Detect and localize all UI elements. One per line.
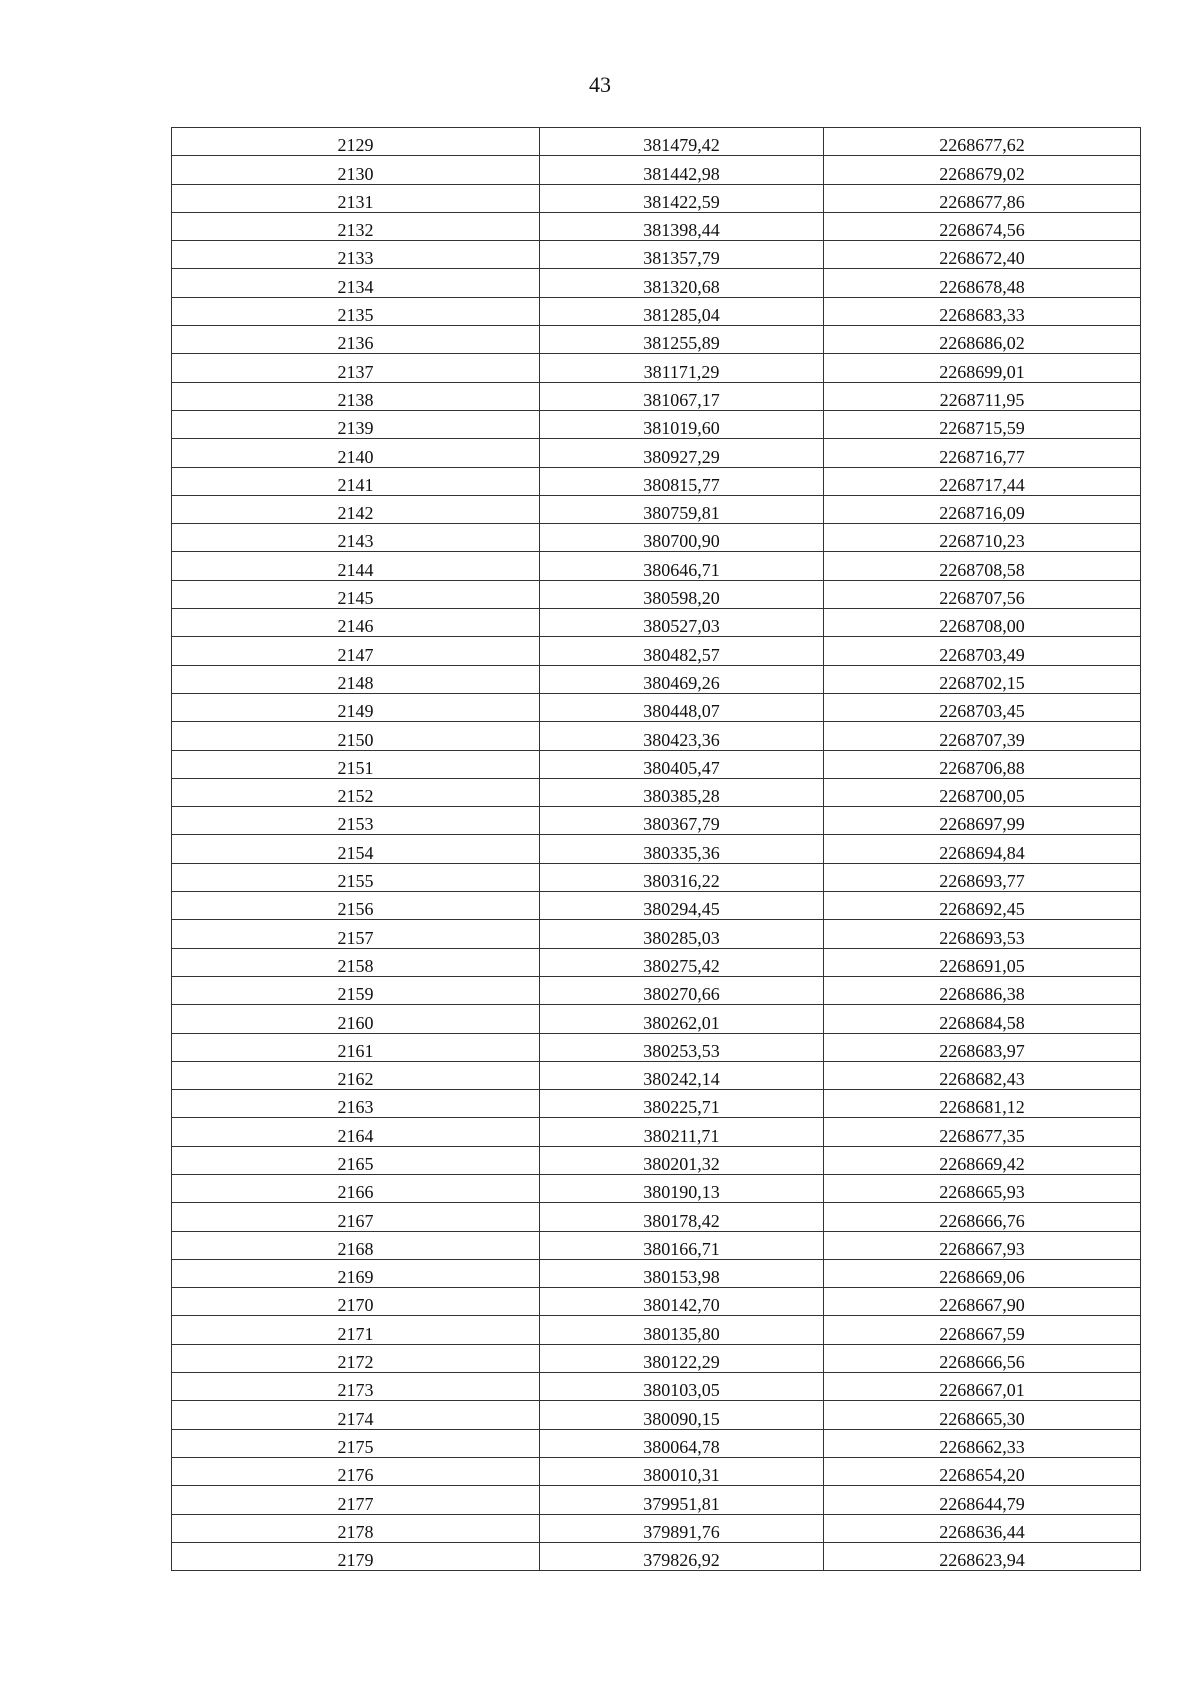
x-coordinate-cell: 381067,17: [540, 382, 824, 410]
page-number: 43: [589, 72, 611, 97]
y-coordinate-cell: 2268679,02: [824, 156, 1141, 184]
coordinates-table-body: [172, 128, 1141, 1571]
x-coordinate-cell: 380275,42: [540, 948, 824, 976]
x-coordinate-cell: 380927,29: [540, 439, 824, 467]
x-coordinate-cell: 380190,13: [540, 1174, 824, 1202]
x-coordinate-cell: 380010,31: [540, 1457, 824, 1485]
table-row: [172, 609, 1141, 637]
x-coordinate-cell: 380270,66: [540, 976, 824, 1004]
point-number-cell: 2163: [172, 1090, 540, 1118]
table-row: [172, 580, 1141, 608]
table-row: [172, 241, 1141, 269]
point-number-cell: 2138: [172, 382, 540, 410]
table-row: [172, 665, 1141, 693]
table-row: [172, 1231, 1141, 1259]
y-coordinate-cell: 2268665,30: [824, 1401, 1141, 1429]
x-coordinate-cell: 380294,45: [540, 892, 824, 920]
y-coordinate-cell: 2268707,39: [824, 722, 1141, 750]
table-row: [172, 1288, 1141, 1316]
table-row: [172, 1344, 1141, 1372]
y-coordinate-cell: 2268700,05: [824, 778, 1141, 806]
y-coordinate-cell: 2268677,86: [824, 184, 1141, 212]
x-coordinate-cell: 380285,03: [540, 920, 824, 948]
x-coordinate-cell: 381442,98: [540, 156, 824, 184]
y-coordinate-cell: 2268708,58: [824, 552, 1141, 580]
y-coordinate-cell: 2268644,79: [824, 1486, 1141, 1514]
x-coordinate-cell: 380815,77: [540, 467, 824, 495]
y-coordinate-cell: 2268692,45: [824, 892, 1141, 920]
table-row: [172, 212, 1141, 240]
point-number-cell: 2157: [172, 920, 540, 948]
x-coordinate-cell: 380262,01: [540, 1005, 824, 1033]
y-coordinate-cell: 2268686,38: [824, 976, 1141, 1004]
x-coordinate-cell: 381422,59: [540, 184, 824, 212]
table-row: [172, 297, 1141, 325]
table-row: [172, 892, 1141, 920]
point-number-cell: 2171: [172, 1316, 540, 1344]
point-number-cell: 2143: [172, 524, 540, 552]
y-coordinate-cell: 2268699,01: [824, 354, 1141, 382]
y-coordinate-cell: 2268684,58: [824, 1005, 1141, 1033]
y-coordinate-cell: 2268716,77: [824, 439, 1141, 467]
x-coordinate-cell: 380527,03: [540, 609, 824, 637]
y-coordinate-cell: 2268683,33: [824, 297, 1141, 325]
x-coordinate-cell: 381320,68: [540, 269, 824, 297]
point-number-cell: 2161: [172, 1033, 540, 1061]
y-coordinate-cell: 2268697,99: [824, 807, 1141, 835]
table-row: [172, 863, 1141, 891]
y-coordinate-cell: 2268702,15: [824, 665, 1141, 693]
table-row: [172, 693, 1141, 721]
y-coordinate-cell: 2268716,09: [824, 495, 1141, 523]
point-number-cell: 2152: [172, 778, 540, 806]
point-number-cell: 2158: [172, 948, 540, 976]
point-number-cell: 2179: [172, 1542, 540, 1570]
x-coordinate-cell: 380700,90: [540, 524, 824, 552]
point-number-cell: 2140: [172, 439, 540, 467]
table-row: [172, 637, 1141, 665]
x-coordinate-cell: 380469,26: [540, 665, 824, 693]
x-coordinate-cell: 379826,92: [540, 1542, 824, 1570]
y-coordinate-cell: 2268654,20: [824, 1457, 1141, 1485]
point-number-cell: 2141: [172, 467, 540, 495]
table-row: [172, 1401, 1141, 1429]
table-row: [172, 920, 1141, 948]
table-row: [172, 524, 1141, 552]
table-row: [172, 184, 1141, 212]
table-row: [172, 1486, 1141, 1514]
x-coordinate-cell: 381479,42: [540, 128, 824, 156]
table-row: [172, 1429, 1141, 1457]
x-coordinate-cell: 379891,76: [540, 1514, 824, 1542]
table-row: [172, 495, 1141, 523]
y-coordinate-cell: 2268667,59: [824, 1316, 1141, 1344]
table-row: [172, 948, 1141, 976]
point-number-cell: 2165: [172, 1146, 540, 1174]
y-coordinate-cell: 2268666,76: [824, 1203, 1141, 1231]
point-number-cell: 2164: [172, 1118, 540, 1146]
x-coordinate-cell: 380135,80: [540, 1316, 824, 1344]
table-row: [172, 1542, 1141, 1570]
y-coordinate-cell: 2268667,90: [824, 1288, 1141, 1316]
x-coordinate-cell: 380482,57: [540, 637, 824, 665]
coordinates-table: [171, 127, 1141, 1571]
point-number-cell: 2175: [172, 1429, 540, 1457]
table-row: [172, 750, 1141, 778]
table-row: [172, 156, 1141, 184]
point-number-cell: 2139: [172, 410, 540, 438]
point-number-cell: 2151: [172, 750, 540, 778]
point-number-cell: 2136: [172, 326, 540, 354]
x-coordinate-cell: 380242,14: [540, 1061, 824, 1089]
y-coordinate-cell: 2268665,93: [824, 1174, 1141, 1202]
table-row: [172, 835, 1141, 863]
x-coordinate-cell: 380367,79: [540, 807, 824, 835]
x-coordinate-cell: 381398,44: [540, 212, 824, 240]
table-row: [172, 976, 1141, 1004]
point-number-cell: 2173: [172, 1373, 540, 1401]
point-number-cell: 2176: [172, 1457, 540, 1485]
point-number-cell: 2178: [172, 1514, 540, 1542]
point-number-cell: 2137: [172, 354, 540, 382]
point-number-cell: 2156: [172, 892, 540, 920]
table-row: [172, 1259, 1141, 1287]
x-coordinate-cell: 380385,28: [540, 778, 824, 806]
table-row: [172, 1457, 1141, 1485]
point-number-cell: 2144: [172, 552, 540, 580]
y-coordinate-cell: 2268708,00: [824, 609, 1141, 637]
y-coordinate-cell: 2268636,44: [824, 1514, 1141, 1542]
y-coordinate-cell: 2268681,12: [824, 1090, 1141, 1118]
point-number-cell: 2172: [172, 1344, 540, 1372]
x-coordinate-cell: 380090,15: [540, 1401, 824, 1429]
point-number-cell: 2134: [172, 269, 540, 297]
point-number-cell: 2132: [172, 212, 540, 240]
point-number-cell: 2159: [172, 976, 540, 1004]
x-coordinate-cell: 380201,32: [540, 1146, 824, 1174]
point-number-cell: 2145: [172, 580, 540, 608]
y-coordinate-cell: 2268686,02: [824, 326, 1141, 354]
point-number-cell: 2168: [172, 1231, 540, 1259]
table-row: [172, 128, 1141, 156]
table-row: [172, 1146, 1141, 1174]
y-coordinate-cell: 2268667,01: [824, 1373, 1141, 1401]
x-coordinate-cell: 380122,29: [540, 1344, 824, 1372]
point-number-cell: 2133: [172, 241, 540, 269]
point-number-cell: 2146: [172, 609, 540, 637]
point-number-cell: 2135: [172, 297, 540, 325]
y-coordinate-cell: 2268717,44: [824, 467, 1141, 495]
y-coordinate-cell: 2268667,93: [824, 1231, 1141, 1259]
x-coordinate-cell: 380405,47: [540, 750, 824, 778]
x-coordinate-cell: 380153,98: [540, 1259, 824, 1287]
x-coordinate-cell: 380646,71: [540, 552, 824, 580]
x-coordinate-cell: 379951,81: [540, 1486, 824, 1514]
table-row: [172, 410, 1141, 438]
table-row: [172, 1174, 1141, 1202]
x-coordinate-cell: 381171,29: [540, 354, 824, 382]
point-number-cell: 2153: [172, 807, 540, 835]
x-coordinate-cell: 380178,42: [540, 1203, 824, 1231]
y-coordinate-cell: 2268694,84: [824, 835, 1141, 863]
y-coordinate-cell: 2268703,49: [824, 637, 1141, 665]
x-coordinate-cell: 381255,89: [540, 326, 824, 354]
table-row: [172, 467, 1141, 495]
x-coordinate-cell: 380064,78: [540, 1429, 824, 1457]
point-number-cell: 2166: [172, 1174, 540, 1202]
point-number-cell: 2129: [172, 128, 540, 156]
y-coordinate-cell: 2268711,95: [824, 382, 1141, 410]
table-row: [172, 1090, 1141, 1118]
y-coordinate-cell: 2268669,42: [824, 1146, 1141, 1174]
x-coordinate-cell: 380253,53: [540, 1033, 824, 1061]
y-coordinate-cell: 2268672,40: [824, 241, 1141, 269]
x-coordinate-cell: 380166,71: [540, 1231, 824, 1259]
point-number-cell: 2150: [172, 722, 540, 750]
point-number-cell: 2174: [172, 1401, 540, 1429]
y-coordinate-cell: 2268715,59: [824, 410, 1141, 438]
y-coordinate-cell: 2268707,56: [824, 580, 1141, 608]
y-coordinate-cell: 2268677,62: [824, 128, 1141, 156]
table-row: [172, 439, 1141, 467]
point-number-cell: 2148: [172, 665, 540, 693]
y-coordinate-cell: 2268678,48: [824, 269, 1141, 297]
x-coordinate-cell: 380448,07: [540, 693, 824, 721]
x-coordinate-cell: 380142,70: [540, 1288, 824, 1316]
table-row: [172, 807, 1141, 835]
table-row: [172, 722, 1141, 750]
x-coordinate-cell: 380598,20: [540, 580, 824, 608]
point-number-cell: 2160: [172, 1005, 540, 1033]
table-row: [172, 552, 1141, 580]
y-coordinate-cell: 2268666,56: [824, 1344, 1141, 1372]
table-row: [172, 326, 1141, 354]
point-number-cell: 2170: [172, 1288, 540, 1316]
point-number-cell: 2149: [172, 693, 540, 721]
point-number-cell: 2155: [172, 863, 540, 891]
y-coordinate-cell: 2268693,77: [824, 863, 1141, 891]
y-coordinate-cell: 2268682,43: [824, 1061, 1141, 1089]
table-row: [172, 1316, 1141, 1344]
table-row: [172, 1373, 1141, 1401]
y-coordinate-cell: 2268710,23: [824, 524, 1141, 552]
table-row: [172, 1203, 1141, 1231]
x-coordinate-cell: 381357,79: [540, 241, 824, 269]
x-coordinate-cell: 380225,71: [540, 1090, 824, 1118]
y-coordinate-cell: 2268677,35: [824, 1118, 1141, 1146]
y-coordinate-cell: 2268691,05: [824, 948, 1141, 976]
table-row: [172, 1061, 1141, 1089]
x-coordinate-cell: 380759,81: [540, 495, 824, 523]
table-row: [172, 778, 1141, 806]
point-number-cell: 2169: [172, 1259, 540, 1287]
x-coordinate-cell: 381285,04: [540, 297, 824, 325]
table-row: [172, 1033, 1141, 1061]
x-coordinate-cell: 380103,05: [540, 1373, 824, 1401]
y-coordinate-cell: 2268706,88: [824, 750, 1141, 778]
x-coordinate-cell: 380335,36: [540, 835, 824, 863]
table-row: [172, 1514, 1141, 1542]
table-row: [172, 354, 1141, 382]
point-number-cell: 2147: [172, 637, 540, 665]
x-coordinate-cell: 381019,60: [540, 410, 824, 438]
x-coordinate-cell: 380211,71: [540, 1118, 824, 1146]
point-number-cell: 2142: [172, 495, 540, 523]
y-coordinate-cell: 2268669,06: [824, 1259, 1141, 1287]
x-coordinate-cell: 380316,22: [540, 863, 824, 891]
y-coordinate-cell: 2268623,94: [824, 1542, 1141, 1570]
y-coordinate-cell: 2268683,97: [824, 1033, 1141, 1061]
point-number-cell: 2154: [172, 835, 540, 863]
table-row: [172, 1005, 1141, 1033]
point-number-cell: 2131: [172, 184, 540, 212]
y-coordinate-cell: 2268693,53: [824, 920, 1141, 948]
table-row: [172, 1118, 1141, 1146]
table-row: [172, 382, 1141, 410]
point-number-cell: 2167: [172, 1203, 540, 1231]
x-coordinate-cell: 380423,36: [540, 722, 824, 750]
y-coordinate-cell: 2268674,56: [824, 212, 1141, 240]
point-number-cell: 2130: [172, 156, 540, 184]
table-row: [172, 269, 1141, 297]
y-coordinate-cell: 2268662,33: [824, 1429, 1141, 1457]
y-coordinate-cell: 2268703,45: [824, 693, 1141, 721]
point-number-cell: 2177: [172, 1486, 540, 1514]
point-number-cell: 2162: [172, 1061, 540, 1089]
